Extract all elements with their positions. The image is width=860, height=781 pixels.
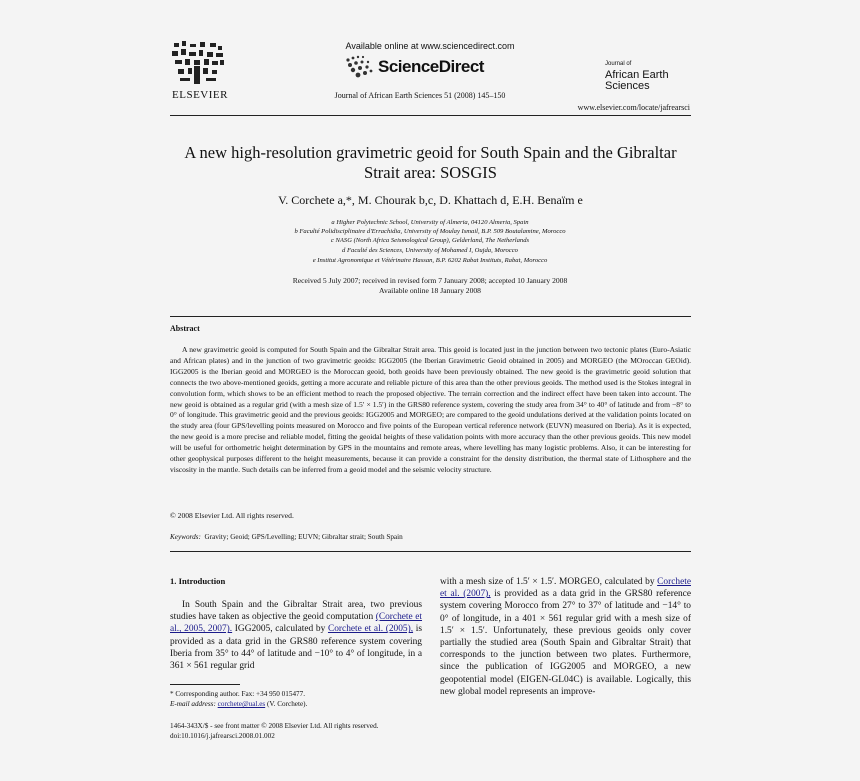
abstract-bottom-rule: [170, 551, 691, 552]
intro-left-column: [170, 599, 422, 672]
footnote-rule: [170, 684, 240, 685]
author-list: V. Corchete a,*, M. Chourak b,c, D. Khattach d, E.H. Benaïm e: [278, 193, 583, 207]
keywords-text: Gravity; Geoid; GPS/Levelling; EUVN; Gibraltar strait; South Spain: [204, 533, 403, 541]
doi-line[interactable]: doi:10.1016/j.jafrearsci.2008.01.002: [170, 732, 275, 740]
available-online-text[interactable]: Available online at www.sciencedirect.com: [345, 41, 515, 51]
citation-link-corchete-2005[interactable]: Corchete et al. (2005),: [327, 624, 414, 635]
citation-link-corchete-2005-2007[interactable]: (Corchete et al., 2005, 2007).: [170, 612, 423, 635]
dates-block: [200, 276, 660, 296]
copyright-notice: © 2008 Elsevier Ltd. All rights reserved.: [170, 511, 294, 520]
journal-logo-main: African Earth Sciences: [605, 69, 669, 92]
email-suffix: (V. Corchete).: [265, 700, 308, 708]
email-label: E-mail address:: [170, 700, 216, 708]
corresponding-author-note: * Corresponding author. Fax: +34 950 015477.: [170, 690, 306, 698]
sciencedirect-dots-icon: [344, 54, 374, 80]
received-dates: Received 5 July 2007; received in revised form 7 January 2008; accepted 10 January 2008: [292, 276, 568, 285]
intro-left-text-3: is provided as a data grid in the GRS80 reference system covering Iberia from 35° to 44° of latitude and −10° to 4° of longitude, in a 361 × 561 regular grid: [170, 624, 422, 672]
intro-left-text-2: IGG2005, calculated by: [232, 624, 328, 635]
intro-left-text-1: In South Spain and the Gibraltar Strait area, two previous studies have taken as objective the geoid computation: [170, 600, 422, 623]
abstract-top-rule: [170, 316, 691, 317]
email-line: [170, 699, 422, 709]
citation-link-corchete-2007[interactable]: Corchete et al. (2007),: [440, 577, 691, 600]
footnote-block: [170, 689, 422, 709]
affiliation-b: b Faculté Polidisciplinaire d'Errachidia, University of Moulay Ismail, B.P. 509 Boutalamine, Morocco: [294, 228, 566, 235]
journal-citation: Journal of African Earth Sciences 51 (2008) 145–150: [334, 91, 506, 100]
keywords-label: Keywords:: [170, 533, 201, 541]
section-heading-introduction: 1. Introduction: [170, 576, 226, 586]
affiliation-e: e Institut Agronomique et Vétérinaire Hassan, B.P. 6202 Rabat Instituts, Rabat, Morocco: [312, 257, 548, 264]
affiliation-a: a Higher Polytechnic School, University of Almeria, 04120 Almeria, Spain: [331, 219, 529, 226]
header-divider: [170, 115, 691, 116]
journal-url[interactable]: www.elsevier.com/locate/jafrearsci: [577, 103, 690, 112]
keywords-line: [170, 533, 403, 541]
issn-line: 1464-343X/$ - see front matter © 2008 Elsevier Ltd. All rights reserved.: [170, 722, 379, 730]
abstract-body: A new gravimetric geoid is computed for South Spain and the Gibraltar Strait area. This geoid is located just in the junction between two tectonic plates (Euro-Asiatic and African plates) and in the junction of two gravimetric geoids: IGG2005 (the Iberian Gravimetric Geoid obtained in 2005) and MORGEO (the MOroccan GEOid). IGG2005 is the Iberian geoid and MORGEO is the Moroccan geoid, both geoids have been previously obtained. The new geoid is the gravimetric geoid solution that connects the two above-mentioned geoids, getting a more accurate and reliable picture of this area than the other previous geoids. The method used is the Stokes integral in convolution form, which shows to be an efficient method to reach the proposed objective. The terrain correction and the indirect effect have been taken into account. The new geoid is obtained as a regular grid (with a mesh size of 1.5′ × 1.5′) in the GRS80 reference system, covering the study area from 34° to 40° of latitude and from −8° to 0° of longitude. This gravimetric geoid and the previous geoids: IGG2005 and MORGEO; are compared to the geoid undulations derived at the validation points located on the study area (four GPS/levelling points measured on Morocco and five points of the European vertical reference network (EUVN) measured on Iberia). As it is expected, the new geoid is a more precise and reliable model, fitting the geoidal heights of these validation points with more accuracy than the other previous geoids. This new model will be useful for orthometric height determination by GPS in the mountains and remote areas, where levelling has many logistic problems. Also, it can be interesting for other geophysical purposes different to the height measurements, because it can provide a constraint for the density distribution, the thermal state of Lithosphere and the viscosity in the mantle. Such details can be inferred from a geoid model and the seismic velocity structure.: [170, 345, 691, 474]
publisher-name: ELSEVIER: [172, 89, 228, 101]
affiliation-d: d Faculté des Sciences, University of Mohamed I, Oujda, Morocco: [342, 247, 518, 254]
journal-logo: [605, 59, 695, 92]
paper-title: A new high-resolution gravimetric geoid for South Spain and the Gibraltar Strait area: SOSGIS: [184, 143, 677, 182]
abstract-heading: Abstract: [170, 324, 200, 333]
intro-right-text-1: with a mesh size of 1.5′ × 1.5′. MORGEO, calculated by: [440, 577, 658, 587]
issn-block: [170, 721, 422, 741]
available-date: Available online 18 January 2008: [379, 286, 481, 295]
intro-right-column: [440, 576, 691, 698]
intro-right-text-2: is provided as a data grid in the GRS80 reference system covering Morocco from 27° to 37° of latitude and −14° to 0° of longitude, in a 401 × 561 regular grid with a mesh size of 1.5′ × 1.5′. Unfortunately, these previous geoids only cover partially the studied area (South Spain and Gibraltar Strait) that corresponds to the junction between two plates. Furthermore, since the publication of IGG2005 and MORGEO, a new geopotential model (EIGEN-GL04C) is available. Logically, this new global model represents an improve-: [440, 589, 692, 697]
elsevier-tree-logo: [170, 40, 226, 86]
affiliation-c: c NASG (North Africa Seismological Group), Gelderland, The Netherlands: [330, 237, 530, 244]
email-link[interactable]: corchete@ual.es: [217, 700, 266, 708]
journal-logo-small: Journal of: [605, 61, 632, 67]
sciencedirect-wordmark: ScienceDirect: [378, 57, 484, 76]
